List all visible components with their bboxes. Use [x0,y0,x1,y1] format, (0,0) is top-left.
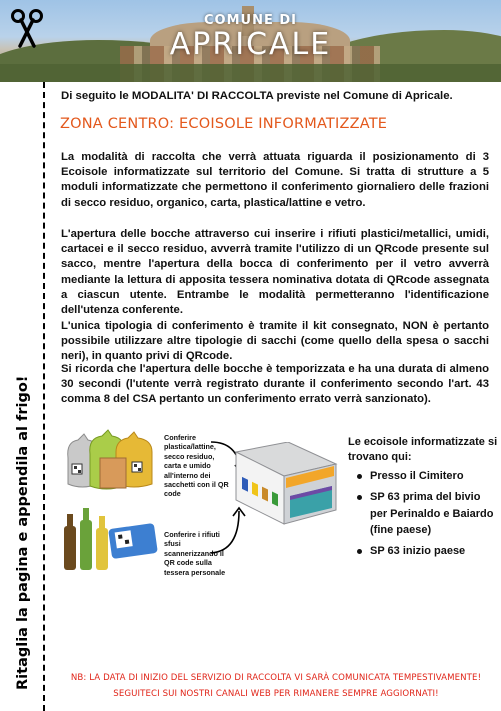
location-item [348,489,498,539]
comune-label: COMUNE DI [204,13,297,28]
ecoisola-station-icon [232,442,340,528]
intro-text: Di seguito le MODALITA' DI RACCOLTA previste nel Comune di Apricale. [61,90,453,102]
location-label: SP 63 inizio paese [370,545,466,558]
paragraph-kit: L'unica tipologia di conferimento è tramite il kit consegnato, NON è pertanto possibile utilizzare altre tipologie di sacchi (come quello della spesa o sacchi neri), in quanto privi di QRcode. [61,320,489,363]
footer-note-follow-us: SEGUITECI SUI NOSTRI CANALI WEB PER RIMANERE SEMPRE AGGIORNATI! [113,689,439,699]
bullet-icon [357,549,362,554]
location-label: Presso il Cimitero [370,470,464,482]
locations-list [348,468,498,560]
cut-line [43,82,45,711]
cut-out-note: Ritaglia la pagina e appendila al frigo! [15,375,31,690]
scissors-icon [10,8,44,48]
locations-title: Le ecoisole informatizzate si trovano qui: [348,436,498,463]
locations-box [348,435,498,564]
caption-glass: Conferire i rifiuti sfusi scannerizzando il QR code sulla tessera personale [164,530,226,577]
bullet-icon [357,474,362,479]
location-item [348,468,498,485]
trash-bags-icon [62,428,158,494]
town-name: APRICALE [169,27,332,62]
section-title: ZONA CENTRO: ECOISOLE INFORMATIZZATE [60,116,388,132]
header-banner [0,0,501,82]
glass-bottles-icon [58,508,160,574]
bullet-icon [357,495,362,500]
banner-greenery [0,64,501,82]
paragraph-timer: Si ricorda che l'apertura delle bocche è temporizzata e ha una durata di almeno 30 secondi (l'utente verrà registrato durante il conferimento secondo l'art. 43 comma 8 del CSA pertanto un conferimento errato verrà sanzionato). [61,363,489,406]
paragraph-opening: L'apertura delle bocche attraverso cui inserire i rifiuti plastici/metallici, umidi, cartacei e il secco residuo, avverrà tramite l'utilizzo di un QRcode presente sul sacco, mentre l'apertura della bocca di conferimento per il vetro avverrà mediante la lettura di apposita tessera nominativa dotata di QRcode assegnata a ciascun utente. Entrambe le modalità permetteranno l'identificazione dell'utenza conferente. [61,228,489,317]
footer-note-start-date: NB: LA DATA DI INIZIO DEL SERVIZIO DI RACCOLTA VI SARÀ COMUNICATA TEMPESTIVAMENTE! [70,673,482,683]
paragraph-ecoisole: La modalità di raccolta che verrà attuata riguarda il posizionamento di 3 Ecoisole informatizzate sul territorio del Comune. Si tratta di strutture a 5 moduli informatizzate che permettono il conferimento giornaliero delle frazioni di secco residuo, organico, carta, plastica/lattine e vetro. [61,151,489,209]
caption-bags: Conferire plastica/lattine, secco residuo, carta e umido all'interno dei sacchetti con il QR code [164,433,229,499]
location-label: SP 63 prima del bivio per Perinaldo e Baiardo (fine paese) [370,490,494,537]
location-item [348,543,498,560]
